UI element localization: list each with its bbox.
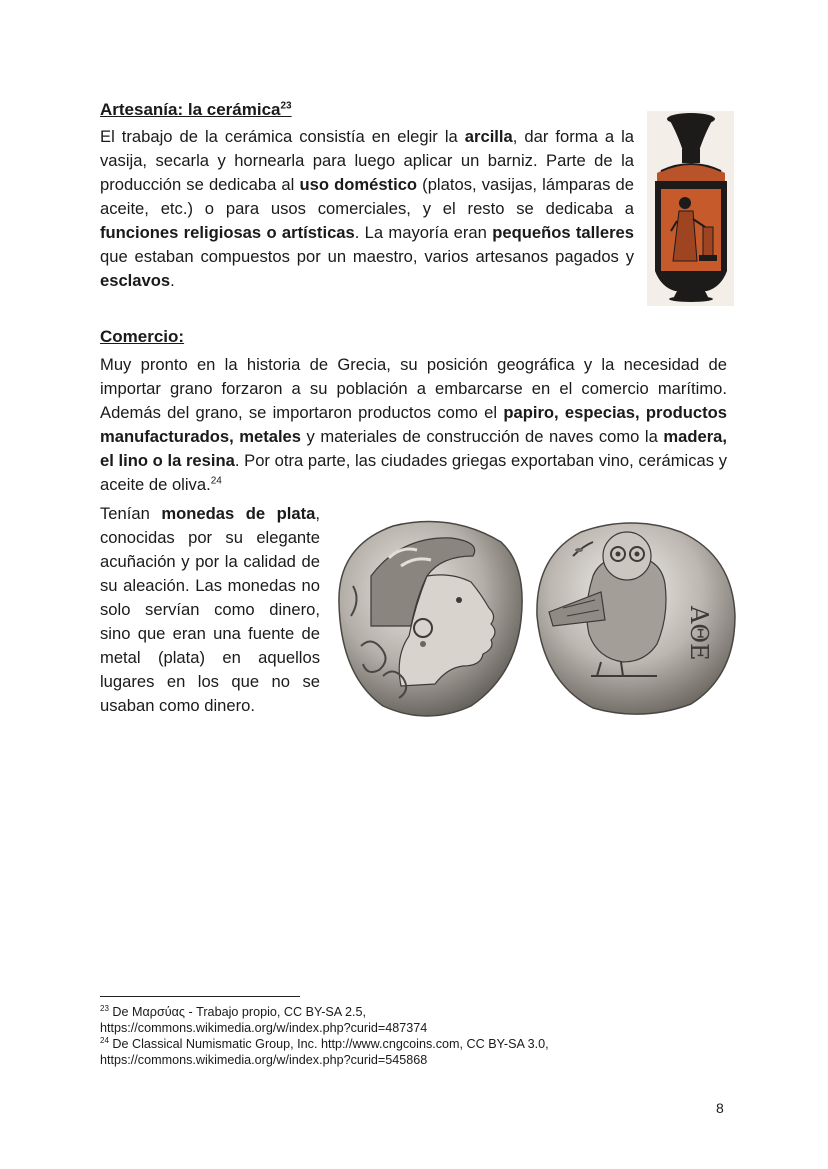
bold-arcilla: arcilla [464, 127, 513, 146]
page-number: 8 [716, 1100, 724, 1116]
bold-funciones: funciones religiosas o artísticas [100, 223, 355, 242]
bold-productos: papiro, especias, productos manufacturados, metales [100, 403, 728, 446]
footnote-ref-23[interactable]: 23 [280, 100, 292, 112]
vase-image [647, 111, 734, 306]
coin-owl-image [537, 523, 735, 714]
footnote-23-url[interactable]: https://commons.wikimedia.org/w/index.php?curid=487374 [100, 1021, 428, 1035]
coins-image [331, 516, 741, 722]
coin-legend: ΑΘΕ [685, 606, 713, 661]
footnote-separator [100, 996, 300, 997]
heading-text: Artesanía: la cerámica [100, 100, 281, 119]
footnote-23: $^{23}$ De Μαρσύας - Trabajo propio, CC BY-SA 2.5, https://commons.wikimedia.org/w/index.php?curid=487374 [100, 1003, 428, 1035]
footnote-24: $^{24}$ De Classical Numismatic Group, Inc. http://www.cngcoins.com, CC BY-SA 3.0, https://commons.wikimedia.org/w/index.php?curid=545868 [100, 1035, 549, 1067]
bold-talleres: pequeños talleres [492, 223, 634, 242]
bold-materiales: madera, el lino o la resina [100, 427, 727, 470]
bold-esclavos: esclavos [100, 271, 171, 290]
paragraph-comercio: Muy pronto en la historia de Grecia, su posición geográfica y la necesidad de importar grano forzaron a su población a embarcarse en el comercio marítimo. Además del grano, se importaron productos como el papiro, especias, productos manufacturados, metales y materiales de construcción de naves como la madera, el lino o la resina. Por otra parte, las ciudades griegas exportaban vino, cerámicas y aceite de oliva.$^{24}$ [100, 355, 728, 494]
bold-monedas-plata: monedas de plata [161, 504, 316, 523]
paragraph-ceramica: El trabajo de la cerámica consistía en elegir la arcilla, dar forma a la vasija, secarla y hornearla para luego aplicar un barniz. Parte de la producción se dedicaba al uso doméstico (platos, vasijas, lámparas de aceite, etc.) o para usos comerciales, y el resto se dedicaba a funciones religiosas o artísticas. La mayoría eran pequeños talleres que estaban compuestos por un maestro, varios artesanos pagados y esclavos. [100, 127, 634, 290]
coin-athena-image [339, 522, 522, 716]
bold-uso-domestico: uso doméstico [299, 175, 418, 194]
section-heading-comercio: Comercio: [100, 327, 185, 346]
footnote-ref-24[interactable]: 24 [210, 475, 222, 487]
paragraph-monedas: Tenían monedas de plata, conocidas por su elegante acuñación y por la calidad de su aleación. Las monedas no solo servían como dinero, sino que eran una fuente de metal (plata) en aquellos lugares en los que no se usaban como dinero. [100, 504, 320, 715]
section-heading-ceramica [100, 100, 292, 120]
footnote-24-url[interactable]: https://commons.wikimedia.org/w/index.php?curid=545868 [100, 1053, 428, 1067]
